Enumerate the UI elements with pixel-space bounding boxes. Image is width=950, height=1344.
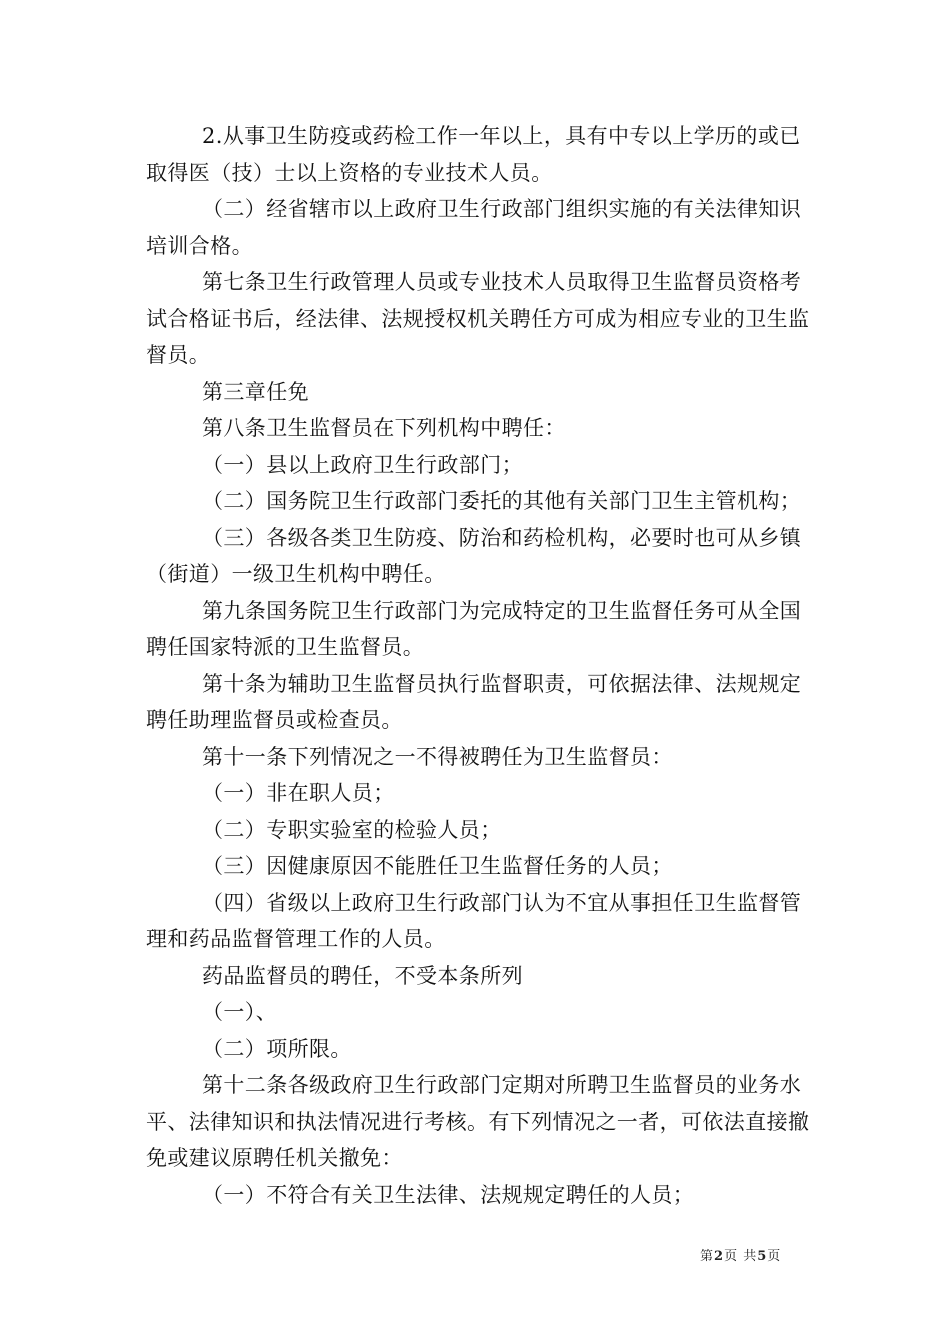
total-page-number: 5 <box>757 1249 768 1264</box>
paragraph: （二）经省辖市以上政府卫生行政部门组织实施的有关法律知识培训合格。 <box>146 197 802 258</box>
list-item: （一）、 <box>202 1000 278 1024</box>
current-page-number: 2 <box>714 1249 725 1264</box>
footer-middle: 页 共 <box>724 1249 758 1264</box>
list-item: （一）县以上政府卫生行政部门； <box>202 452 523 477</box>
chapter-heading: 第三章任免 <box>202 379 309 404</box>
paragraph: 第十二条各级政府卫生行政部门定期对所聘卫生监督员的业务水平、法律知识和执法情况进行考核。有下列情况之一者，可依法直接撤免或建议原聘任机关撤免： <box>146 1073 810 1170</box>
page-footer <box>700 1245 781 1264</box>
paragraph: 2.从事卫生防疫或药检工作一年以上，具有中专以上学历的或已取得医（技）士以上资格的专业技术人员。 <box>146 124 801 185</box>
paragraph: 第十条为辅助卫生监督员执行监督职责，可依据法律、法规规定聘任助理监督员或检查员。 <box>146 671 802 732</box>
paragraph: 药品监督员的聘任，不受本条所列 <box>202 963 523 988</box>
paragraph: 第八条卫生监督员在下列机构中聘任： <box>202 416 566 440</box>
paragraph: 第九条国务院卫生行政部门为完成特定的卫生监督任务可从全国聘任国家特派的卫生监督员。 <box>146 598 802 659</box>
list-item: （三）各级各类卫生防疫、防治和药检机构，必要时也可从乡镇（街道）一级卫生机构中聘任。 <box>146 525 802 586</box>
footer-suffix: 页 <box>767 1249 782 1264</box>
list-item: （二）项所限。 <box>202 1036 352 1061</box>
document-body <box>146 118 810 1213</box>
list-item: （二）国务院卫生行政部门委托的其他有关部门卫生主管机构； <box>202 489 802 513</box>
list-item: （三）因健康原因不能胜任卫生监督任务的人员； <box>202 854 673 878</box>
list-item: （一）非在职人员； <box>202 781 395 805</box>
paragraph: 第七条卫生行政管理人员或专业技术人员取得卫生监督员资格考试合格证书后，经法律、法规授权机关聘任方可成为相应专业的卫生监督员。 <box>146 270 810 367</box>
list-item: （一）不符合有关卫生法律、法规规定聘任的人员； <box>202 1182 695 1207</box>
list-item: （四）省级以上政府卫生行政部门认为不宜从事担任卫生监督管理和药品监督管理工作的人员。 <box>146 890 802 951</box>
list-item: （二）专职实验室的检验人员； <box>202 817 502 842</box>
footer-prefix: 第 <box>700 1249 715 1264</box>
paragraph: 第十一条下列情况之一不得被聘任为卫生监督员： <box>202 744 673 769</box>
